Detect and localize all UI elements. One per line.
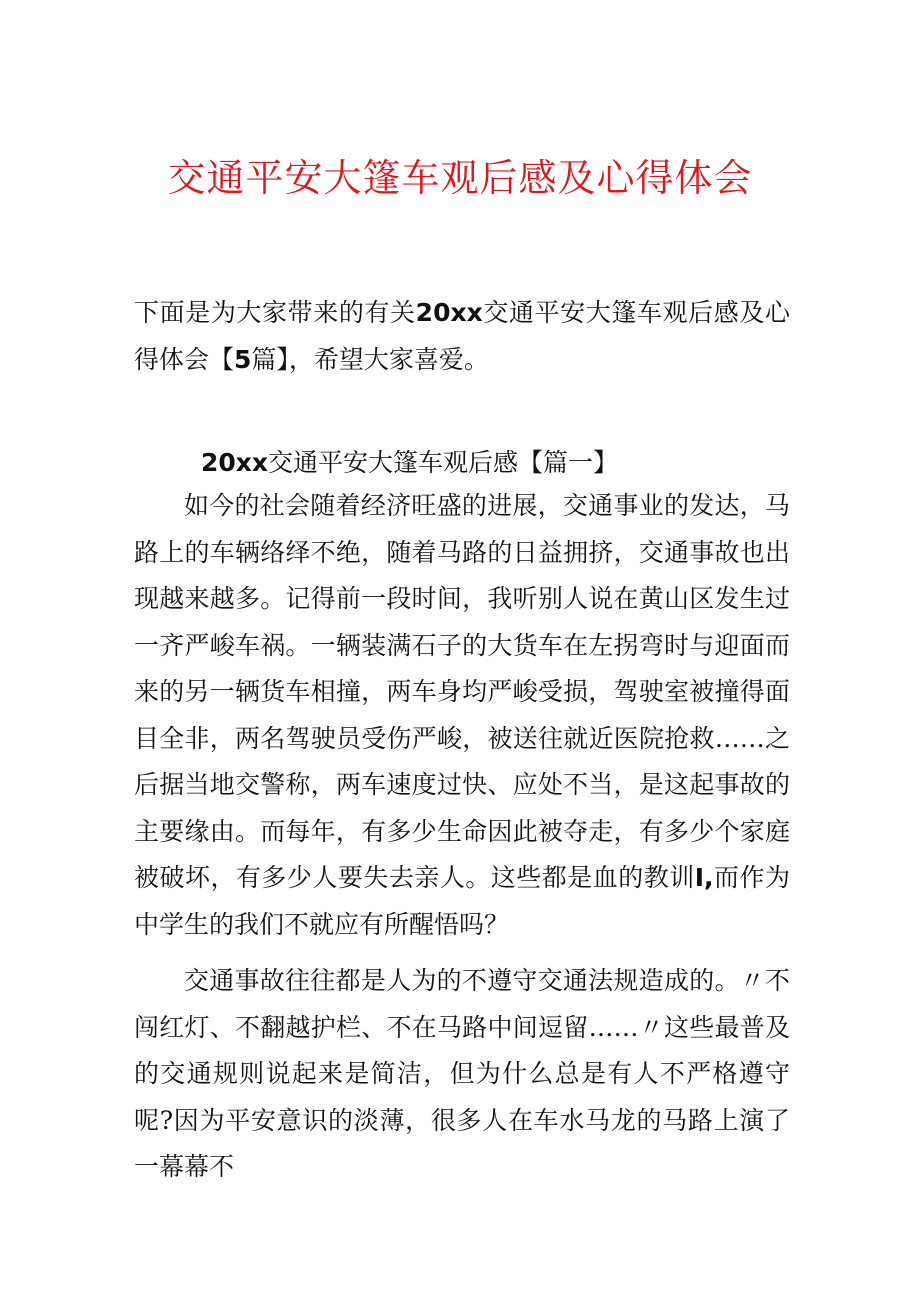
body-paragraph-1-mark: I,: [694, 863, 714, 892]
body-paragraph-1: [134, 483, 790, 948]
section-body: [134, 483, 790, 1191]
intro-count: 5: [234, 344, 252, 374]
section-heading-text: 交通平安大篷车观后感【篇一】: [268, 448, 619, 477]
intro-text-3: 篇】，希望大家喜爱。: [251, 344, 489, 374]
intro-year: 20xx: [415, 298, 483, 327]
body-paragraph-1-text: 如今的社会随着经济旺盛的进展，交通事业的发达，马路上的车辆络绎不绝，随着马路的日益拥挤，交通事故也出现越来越多。记得前一段时间，我听别人说在黄山区发生过一齐严峻车祸。一辆装满石子的大货车在左拐弯时与迎面而来的另一辆货车相撞，两车身均严峻受损，驾驶室被撞得面目全非，两名驾驶员受伤严峻，被送往就近医院抢救……之后据当地交警称，两车速度过快、应处不当，是这起事故的主要缘由。而每年，有多少生命因此被夺走，有多少个家庭被破坏，有多少人要失去亲人。这些都是血的教训: [134, 491, 790, 892]
body-paragraph-2-text: 交通事故往往都是人为的不遵守交通法规造成的。〃不闯红灯、不翻越护栏、不在马路中间逗留……〃这些最普及的交通规则说起来是简洁，但为什么总是有人不严格遵守呢?因为平安意识的淡薄，很多人在车水马龙的马路上演了一幕幕不: [134, 966, 790, 1181]
intro-text-1: 下面是为大家带来的有关: [134, 298, 416, 327]
body-paragraph-1-end: 而作为中学生的我们不就应有所醒悟吗？: [134, 863, 790, 939]
section-heading-year: 20xx: [201, 448, 269, 477]
section-heading: [201, 440, 618, 486]
intro-text-2: 交通平安大篷车观后感及心得体会【: [134, 298, 790, 374]
document-title: 交通平安大篷车观后感及心得体会: [167, 156, 753, 200]
intro-paragraph: [134, 290, 790, 383]
body-paragraph-2: [134, 958, 790, 1191]
